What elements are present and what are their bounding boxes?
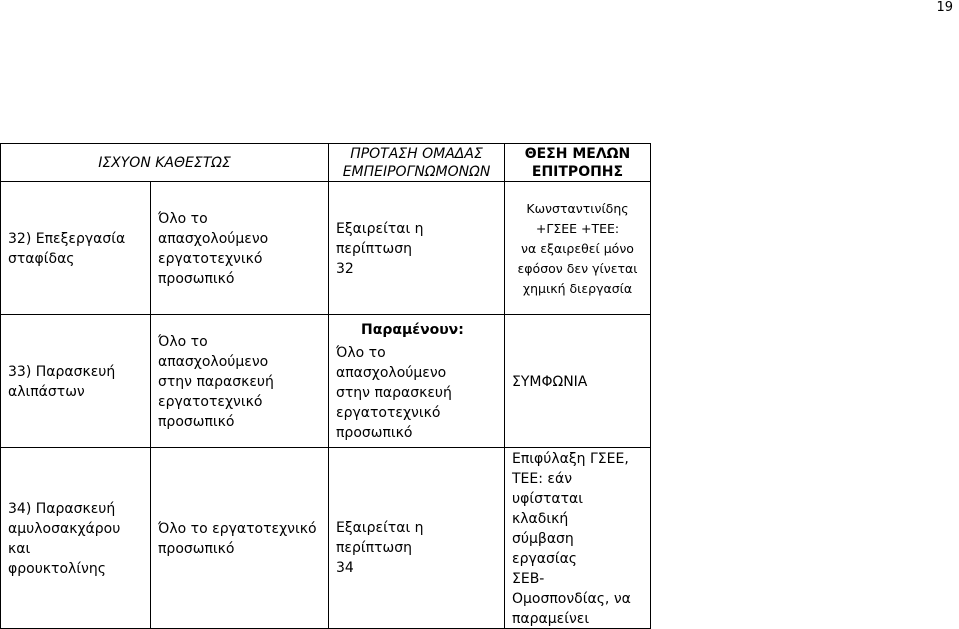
document-table bbox=[0, 143, 651, 629]
page-number: 19 bbox=[936, 0, 953, 15]
row-current-cell: Όλο το απασχολούμενο εργατοτεχνικό προσωπικό bbox=[151, 182, 329, 315]
row-members-cell: Κωνσταντινίδης +ΓΣΕΕ +ΤΕΕ: να εξαιρεθεί μόνο εφόσον δεν γίνεται χημική διεργασία bbox=[505, 182, 651, 315]
header-current-regime: ΙΣΧΥΟΝ ΚΑΘΕΣΤΩΣ bbox=[1, 144, 329, 182]
header-expert-proposal: ΠΡΟΤΑΣΗ ΟΜΑΔΑΣ ΕΜΠΕΙΡΟΓΝΩΜΟΝΩΝ bbox=[329, 144, 505, 182]
row-item-cell: 34) Παρασκευή αμυλοσακχάρου και φρουκτολίνης bbox=[1, 448, 151, 629]
row-members-cell bbox=[505, 315, 651, 448]
agreement-status: ΣΥΜΦΩΝΙΑ bbox=[512, 374, 588, 390]
table-row bbox=[1, 315, 651, 448]
row-proposal-cell: Εξαιρείται η περίπτωση 34 bbox=[329, 448, 505, 629]
row-proposal-cell: Παραμένουν: Όλο το απασχολούμενο στην παρασκευή εργατοτεχνικό προσωπικό bbox=[329, 315, 505, 448]
header-committee-position: ΘΕΣΗ ΜΕΛΩΝ ΕΠΙΤΡΟΠΗΣ bbox=[505, 144, 651, 182]
row-members-cell: Επιφύλαξη ΓΣΕΕ, ΤΕΕ: εάν υφίσταται κλαδική σύμβαση εργασίας ΣΕΒ- Ομοσπονδίας, να παραμείνει bbox=[505, 448, 651, 629]
table-row bbox=[1, 448, 651, 629]
row-current-cell: Όλο το εργατοτεχνικό προσωπικό bbox=[151, 448, 329, 629]
table-row bbox=[1, 182, 651, 315]
row-item-cell: 32) Επεξεργασία σταφίδας bbox=[1, 182, 151, 315]
row-proposal-cell: Εξαιρείται η περίπτωση 32 bbox=[329, 182, 505, 315]
row-item-cell: 33) Παρασκευή αλιπάστων bbox=[1, 315, 151, 448]
proposal-subheading: Παραμένουν: bbox=[361, 322, 464, 338]
table-header-row bbox=[1, 144, 651, 182]
row-current-cell: Όλο το απασχολούμενο στην παρασκευή εργατοτεχνικό προσωπικό bbox=[151, 315, 329, 448]
